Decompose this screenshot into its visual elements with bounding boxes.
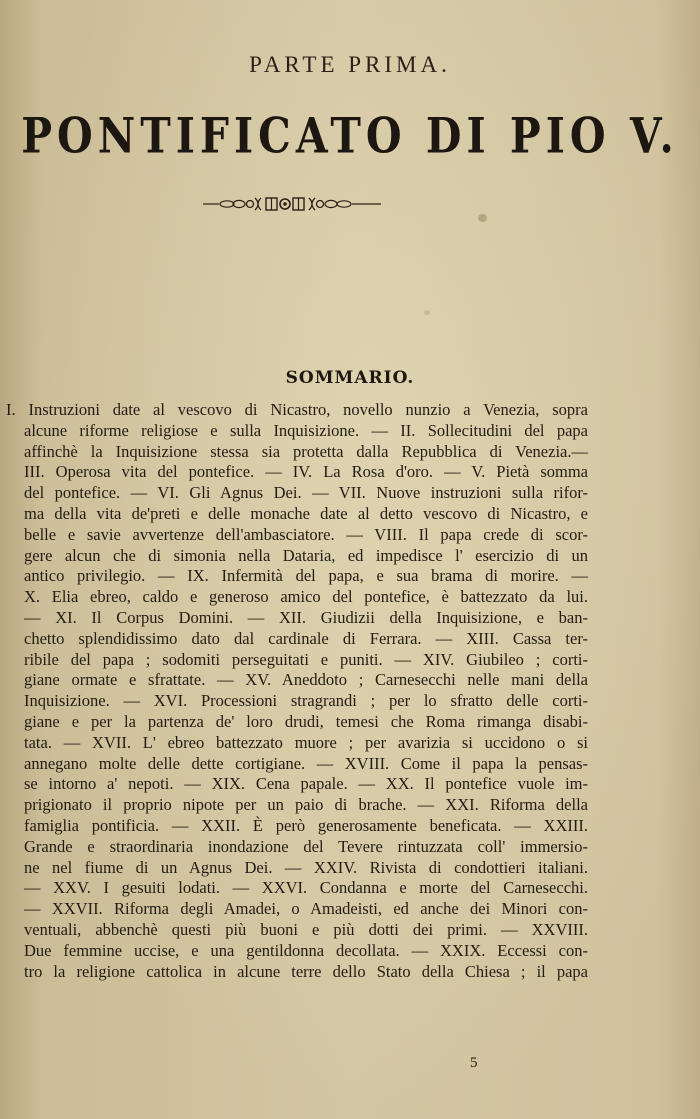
summary-line: annegano molte delle dette cortigiane. — XVIII. Come il papa la pensas- xyxy=(24,753,588,773)
summary-line: chetto splendidissimo dato dal cardinale di Ferrara. — XIII. Cassa ter- xyxy=(24,628,588,648)
summary-line: se intorno a' nepoti. — XIX. Cena papale. — XX. Il pontefice vuole im- xyxy=(24,774,588,794)
summary-line: X. Elia ebreo, caldo e generoso amico del pontefice, è battezzato da lui. xyxy=(24,587,588,607)
summary-line: famiglia pontificia. — XXII. È però generosamente beneficata. — XXIII. xyxy=(24,815,588,835)
summary-line: tata. — XVII. L' ebreo battezzato muore ; per avarizia si uccidono o si xyxy=(24,732,588,752)
summary-line: — XXVII. Riforma degli Amadei, o Amadeisti, ed anche dei Minori con- xyxy=(24,899,588,919)
summary-line: ventuali, abbenchè questi più buoni e più dotti dei primi. — XXVIII. xyxy=(24,919,588,939)
summary-line: — XI. Il Corpus Domini. — XII. Giudizii della Inquisizione, e ban- xyxy=(24,607,588,627)
summary-line: alcune riforme religiose e sulla Inquisizione. — II. Sollecitudini del papa xyxy=(24,420,588,440)
summary-line: Due femmine uccise, e una gentildonna decollata. — XXIX. Eccessi con- xyxy=(24,940,588,960)
summary-line: gere alcun che di simonia nella Dataria, ed impedisce l' esercizio di un xyxy=(24,545,588,565)
summary-line: del pontefice. — VI. Gli Agnus Dei. — VII. Nuove instruzioni sulla rifor- xyxy=(24,483,588,503)
summary-line: III. Operosa vita del pontefice. — IV. La Rosa d'oro. — V. Pietà somma xyxy=(24,462,588,482)
summary-line: I. Instruzioni date al vescovo di Nicastro, novello nunzio a Venezia, sopra xyxy=(6,400,588,419)
summary-line: — XXV. I gesuiti lodati. — XXVI. Condanna e morte del Carnesecchi. xyxy=(24,878,588,898)
summary-line: tro la religione cattolica in alcune terre dello Stato della Chiesa ; il papa xyxy=(24,961,588,981)
summary-text xyxy=(6,400,588,982)
chapter-title: PONTIFICATO DI PIO V. xyxy=(21,107,679,165)
summary-line: giane ormate e sfrattate. — XV. Aneddoto ; Carnesecchi nelle mani della xyxy=(24,670,588,690)
summary-line: Inquisizione. — XVI. Processioni stragrandi ; per lo sfratto delle corti- xyxy=(24,691,588,711)
summary-line: affinchè la Inquisizione stessa sia protetta dalla Repubblica di Venezia.— xyxy=(24,441,588,461)
ink-spot xyxy=(478,214,487,222)
summary-heading: SOMMARIO. xyxy=(285,368,415,388)
summary-line: ne nel fiume di un Agnus Dei. — XXIV. Rivista di condottieri italiani. xyxy=(24,857,588,877)
decorative-ornament-icon xyxy=(203,194,381,214)
summary-line: giane e per la partenza de' loro drudi, temesi che Roma rimanga disabi- xyxy=(24,711,588,731)
summary-line: belle e savie avvertenze dell'ambasciatore. — VIII. Il papa crede di scor- xyxy=(24,524,588,544)
summary-line: ribile del papa ; sodomiti perseguitati e puniti. — XIV. Giubileo ; corti- xyxy=(24,649,588,669)
part-title: PARTE PRIMA. xyxy=(249,52,451,77)
ink-spot xyxy=(424,310,430,315)
page-number: 5 xyxy=(470,1055,478,1071)
summary-line: prigionato il proprio nipote per un paio di brache. — XXI. Riforma della xyxy=(24,795,588,815)
summary-line: antico privilegio. — IX. Infermità del papa, e sua brama di morire. — xyxy=(24,566,588,586)
summary-line: ma della vita de'preti e delle monache date al detto vescovo di Nicastro, e xyxy=(24,503,588,523)
summary-line: Grande e straordinaria inondazione del Tevere rintuzzata coll' immersio- xyxy=(24,836,588,856)
